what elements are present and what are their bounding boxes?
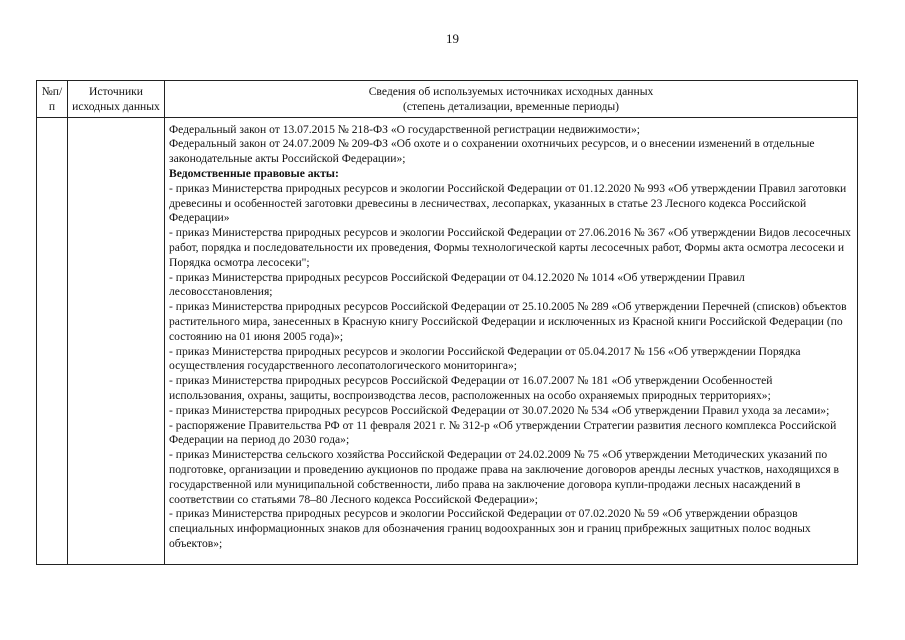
entry-order-75: - приказ Министерства сельского хозяйства Российской Федерации от 24.02.2009 № 75 «Об утверждении Методических указаний по подготовке, организации и проведению аукционов по продаже права на заключение договоров аренды лесных участков, находящихся в государственной или муниципальной собственности, либо права на заключение договора купли-продажи лесных насаждений в соответствии со статьями 78–80 Лесного кодекса Российской Федерации»; [169,448,840,506]
cell-number [37,117,68,564]
entry-order-534: - приказ Министерства природных ресурсов Российской Федерации от 30.07.2020 № 534 «Об утверждении Правил ухода за лесами»; [169,403,830,417]
header-info-line1: Сведения об используемых источниках исходных данных [368,85,654,98]
entry-order-1014: - приказ Министерства природных ресурсов Российской Федерации от 04.12.2020 № 1014 «Об утверждении Правил лесовосстановления; [169,270,745,299]
entry-order-156: - приказ Министерства природных ресурсов и экологии Российской Федерации от 05.04.2017 № 156 «Об утверждении Порядка осуществления государственного лесопатологического мониторинга»; [169,344,801,373]
entry-order-59: - приказ Министерства природных ресурсов и экологии Российской Федерации от 07.02.2020 № 59 «Об утверждении образцов специальных информационных знаков для обозначения границ водоохранных зон и границ прибрежных защитных полос водных объектов»; [169,507,811,550]
table-row [37,117,858,564]
sources-table [36,80,858,565]
cell-info [165,117,858,564]
cell-source [68,117,165,564]
entry-order-312r: - распоряжение Правительства РФ от 11 февраля 2021 г. № 312-р «Об утверждении Стратегии развития лесного комплекса Российской Федерации на период до 2030 года»; [169,418,837,447]
header-sources: Источники исходных данных [68,81,165,118]
entry-order-367: - приказ Министерства природных ресурсов и экологии Российской Федерации от 27.06.2016 № 367 «Об утверждении Видов лесосечных работ, порядка и последовательности их проведения, Формы технологической карты лесосечных работ, Формы акта осмотра лесосеки и Порядка осмотра лесосеки"; [169,226,851,269]
entry-federal-law-218: Федеральный закон от 13.07.2015 № 218-ФЗ «О государственной регистрации недвижимости»; [169,122,640,136]
entry-order-993: - приказ Министерства природных ресурсов и экологии Российской Федерации от 01.12.2020 № 993 «Об утверждении Правил заготовки древесины и особенностей заготовки древесины в лесничествах, лесопарках, указанных в статье 23 Лесного кодекса Российской Федерации» [169,181,847,225]
header-info [165,81,858,118]
entry-order-181: - приказ Министерства природных ресурсов Российской Федерации от 16.07.2007 № 181 «Об утверждении Особенностей использования, охраны, защиты, воспроизводства лесов, расположенных на особо охраняемых природных территориях»; [169,374,773,402]
entry-order-289: - приказ Министерства природных ресурсов Российской Федерации от 25.10.2005 № 289 «Об утверждении Перечней (списков) объектов растительного мира, занесенных в Красную книгу Российской Федерации и исключенных из Красной книги Российской Федерации (по состоянию на 01 июня 2005 года)»; [169,300,847,343]
entry-federal-law-209: Федеральный закон от 24.07.2009 № 209-ФЗ «Об охоте и о сохранении охотничьих ресурсов, и о внесении изменений в отдельные законодательные акты Российской Федерации»; [169,137,815,166]
header-info-line2: (степень детализации, временные периоды) [402,99,620,113]
entry-section-heading: Ведомственные правовые акты: [169,166,339,180]
page-number: 19 [446,31,459,46]
table-header-row [37,81,858,118]
header-number: №п/п [37,81,68,118]
